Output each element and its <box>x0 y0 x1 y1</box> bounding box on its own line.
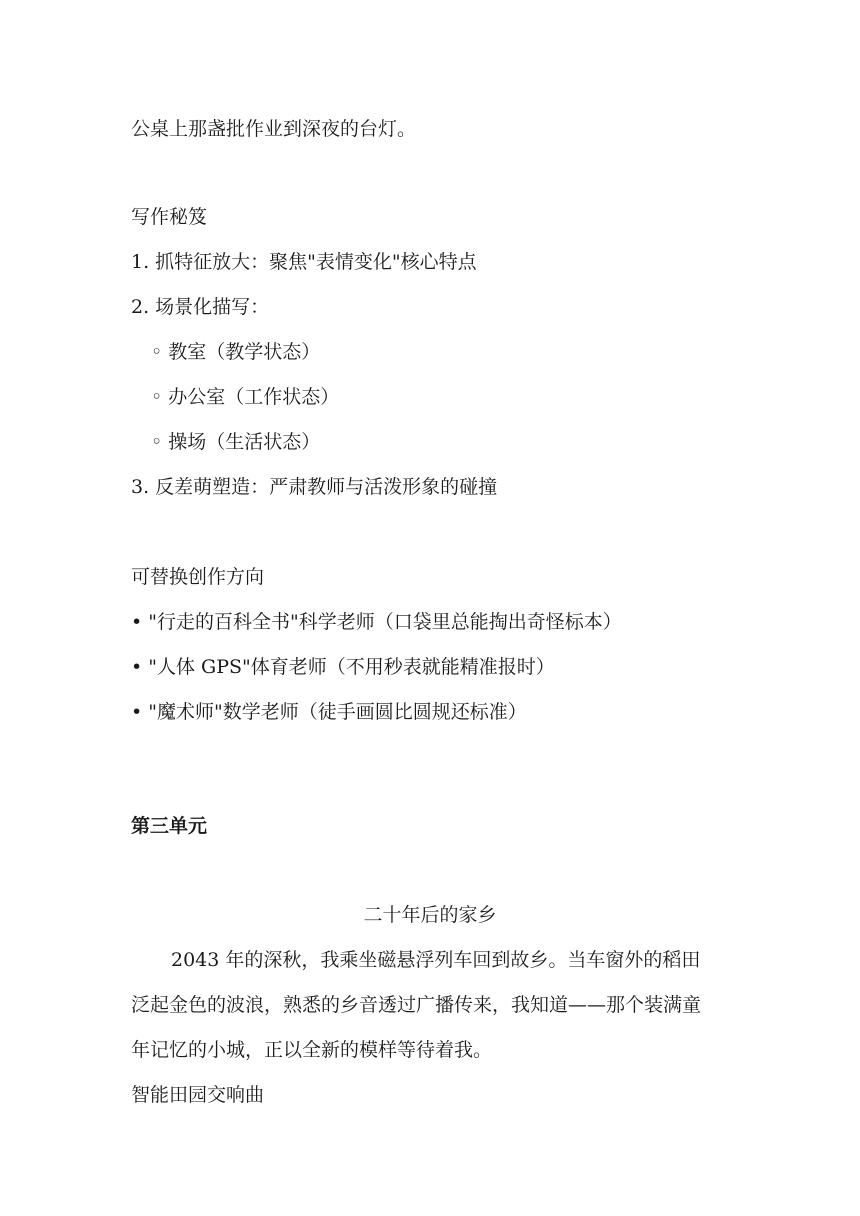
scene-item-office: ◦ 办公室（工作状态） <box>151 386 340 408</box>
writing-tips-heading: 写作秘笈 <box>131 206 208 228</box>
essay-paragraph-line-3: 年记忆的小城，正以全新的模样等待着我。 <box>131 1039 493 1061</box>
tip-item-3: 3. 反差萌塑造：严肃教师与活泼形象的碰撞 <box>131 476 498 498</box>
essay-title: 二十年后的家乡 <box>363 904 497 926</box>
alternative-item-pe: • "人体 GPS"体育老师（不用秒表就能精准报时） <box>131 656 555 678</box>
tip-item-1: 1. 抓特征放大：聚焦"表情变化"核心特点 <box>131 251 477 273</box>
alternative-item-math: • "魔术师"数学老师（徒手画圆比圆规还标准） <box>131 701 527 723</box>
scene-item-playground: ◦ 操场（生活状态） <box>151 431 321 453</box>
alternative-item-science: • "行走的百科全书"科学老师（口袋里总能掏出奇怪标本） <box>131 611 622 633</box>
essay-paragraph-line-1: 2043 年的深秋，我乘坐磁悬浮列车回到故乡。当车窗外的稻田 <box>171 949 701 971</box>
essay-paragraph-line-2: 泛起金色的波浪，熟悉的乡音透过广播传来，我知道——那个装满童 <box>131 994 702 1016</box>
top-text-line: 公桌上那盏批作业到深夜的台灯。 <box>131 118 417 140</box>
essay-section-heading: 智能田园交响曲 <box>131 1084 265 1106</box>
alternatives-heading: 可替换创作方向 <box>131 566 265 588</box>
tip-item-2: 2. 场景化描写： <box>131 296 270 318</box>
scene-item-classroom: ◦ 教室（教学状态） <box>151 341 321 363</box>
unit-title: 第三单元 <box>131 815 208 837</box>
